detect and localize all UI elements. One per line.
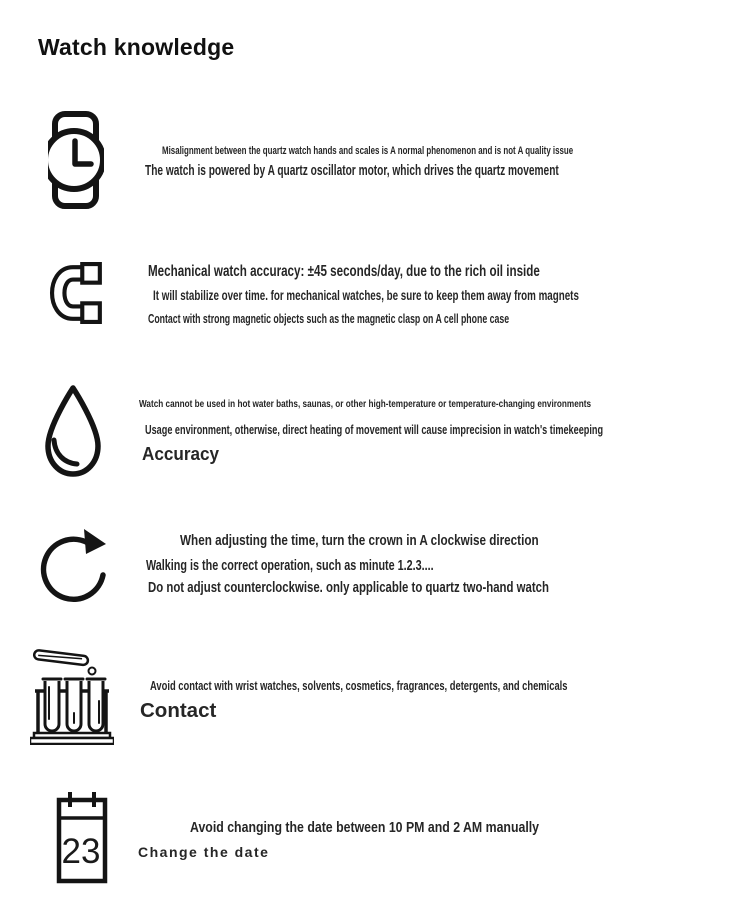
section-adjust-line-3: Do not adjust counterclockwise. only applicable to quartz two-hand watch [148,579,549,596]
section-magnet-line-2: It will stabilize over time. for mechanical watches, be sure to keep them away from magnets [153,287,579,303]
section-adjust-line-1: When adjusting the time, turn the crown in A clockwise direction [180,532,539,549]
magnet-icon [44,262,104,324]
section-quartz-line-1: Misalignment between the quartz watch hands and scales is A normal phenomenon and is not A quality issue [162,145,574,157]
section-magnet-line-1: Mechanical watch accuracy: ±45 seconds/day, due to the rich oil inside [148,263,540,280]
calendar-day-number: 23 [61,832,101,871]
water-drop-icon [40,382,106,480]
page-title: Watch knowledge [38,34,235,60]
wristwatch-icon [48,110,104,210]
section-temperature-line-2: Usage environment, otherwise, direct heating of movement will cause imprecision in watch's timekeeping [145,423,604,437]
section-temperature-heading: Accuracy [142,444,220,464]
section-chemical-heading: Contact [140,699,217,722]
section-date-line-1: Avoid changing the date between 10 PM and 2 AM manually [190,820,540,836]
section-temperature-line-1: Watch cannot be used in hot water baths, saunas, or other high-temperature or temperature-changing environments [139,398,592,410]
section-quartz-line-2: The watch is powered by A quartz oscillator motor, which drives the quartz movement [145,163,559,179]
section-date-line-2: Change the date [138,844,270,860]
section-adjust-line-2: Walking is the correct operation, such as minute 1.2.3.... [146,557,434,574]
clockwise-arrow-icon [40,523,110,607]
calendar-icon [56,790,108,884]
section-magnet-line-3: Contact with strong magnetic objects such as the magnetic clasp on A cell phone case [148,312,510,326]
section-chemical-line-1: Avoid contact with wrist watches, solvents, cosmetics, fragrances, detergents, and chemicals [150,679,568,693]
test-tubes-icon [30,645,114,745]
